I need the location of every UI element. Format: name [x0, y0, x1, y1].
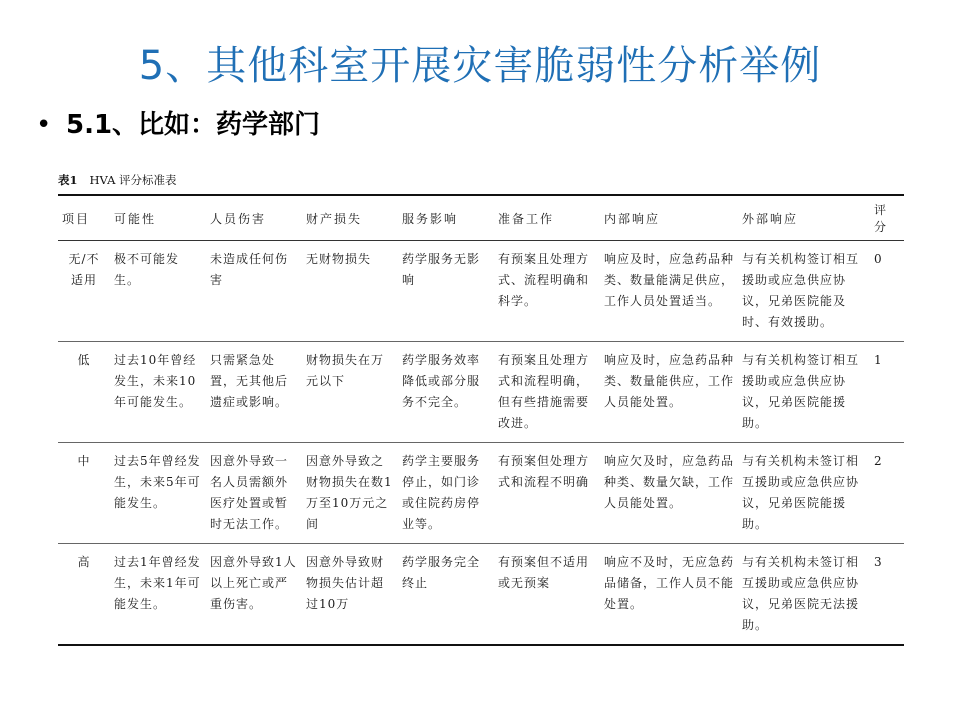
preparation-cell: 有预案且处理方式、流程明确和科学。: [494, 241, 600, 342]
service-cell: 药学服务完全终止: [398, 544, 494, 646]
bullet-dot: •: [36, 110, 52, 140]
injury-cell: 只需紧急处置，无其他后遗症或影响。: [206, 342, 302, 443]
table-row: [58, 443, 904, 544]
header-property: 财产损失: [306, 211, 363, 226]
table-header-row: [58, 195, 904, 241]
score-cell: 3: [870, 544, 904, 646]
internal-cell: 响应及时，应急药品种类、数量能供应，工作人员能处置。: [600, 342, 738, 443]
header-service: 服务影响: [402, 211, 459, 226]
internal-cell: 响应不及时，无应急药品储备，工作人员不能处置。: [600, 544, 738, 646]
header-preparation: 准备工作: [498, 211, 555, 226]
service-cell: 药学主要服务停止，如门诊或住院药房停业等。: [398, 443, 494, 544]
bullet-text: 5.1、比如：药学部门: [66, 110, 321, 140]
preparation-cell: 有预案但不适用或无预案: [494, 544, 600, 646]
injury-cell: 未造成任何伤害: [206, 241, 302, 342]
property-cell: 无财物损失: [302, 241, 398, 342]
header-possibility: 可能性: [114, 211, 157, 226]
external-cell: 与有关机构签订相互援助或应急供应协议，兄弟医院能援助。: [738, 342, 870, 443]
possibility-cell: 过去10年曾经发生，未来10年可能发生。: [110, 342, 206, 443]
external-cell: 与有关机构未签订相互援助或应急供应协议，兄弟医院无法援助。: [738, 544, 870, 646]
internal-cell: 响应及时，应急药品种类、数量能满足供应，工作人员处置适当。: [600, 241, 738, 342]
preparation-cell: 有预案且处理方式和流程明确，但有些措施需要改进。: [494, 342, 600, 443]
table-caption-text: HVA 评分标准表: [89, 173, 177, 187]
preparation-cell: 有预案但处理方式和流程不明确: [494, 443, 600, 544]
level-cell: 低: [58, 342, 110, 443]
level-cell: 中: [58, 443, 110, 544]
table-caption-label: 表1: [58, 173, 78, 187]
service-cell: 药学服务效率降低或部分服务不完全。: [398, 342, 494, 443]
header-item: 项目: [62, 211, 91, 226]
injury-cell: 因意外导致1人以上死亡或严重伤害。: [206, 544, 302, 646]
score-cell: 2: [870, 443, 904, 544]
injury-cell: 因意外导致一名人员需额外医疗处置或暂时无法工作。: [206, 443, 302, 544]
slide-title: 5、其他科室开展灾害脆弱性分析举例: [138, 43, 822, 89]
service-cell: 药学服务无影响: [398, 241, 494, 342]
property-cell: 财物损失在万元以下: [302, 342, 398, 443]
table-caption: [58, 172, 177, 188]
bullet-point: [36, 104, 320, 141]
internal-cell: 响应欠及时，应急药品种类、数量欠缺，工作人员能处置。: [600, 443, 738, 544]
table-row: [58, 544, 904, 646]
header-injury: 人员伤害: [210, 211, 267, 226]
table-row: [58, 342, 904, 443]
header-score: 评分: [874, 203, 889, 234]
external-cell: 与有关机构未签订相互援助或应急供应协议，兄弟医院能援助。: [738, 443, 870, 544]
header-external: 外部响应: [742, 211, 799, 226]
hva-scoring-table: [58, 194, 904, 646]
possibility-cell: 过去1年曾经发生，未来1年可能发生。: [110, 544, 206, 646]
property-cell: 因意外导致之财物损失在数1万至10万元之间: [302, 443, 398, 544]
level-cell: 无/不适用: [58, 241, 110, 342]
score-cell: 1: [870, 342, 904, 443]
property-cell: 因意外导致财物损失估计超过10万: [302, 544, 398, 646]
level-cell: 高: [58, 544, 110, 646]
table-row: [58, 241, 904, 342]
score-cell: 0: [870, 241, 904, 342]
external-cell: 与有关机构签订相互援助或应急供应协议，兄弟医院能及时、有效援助。: [738, 241, 870, 342]
possibility-cell: 极不可能发生。: [110, 241, 206, 342]
header-internal: 内部响应: [604, 211, 661, 226]
possibility-cell: 过去5年曾经发生，未来5年可能发生。: [110, 443, 206, 544]
